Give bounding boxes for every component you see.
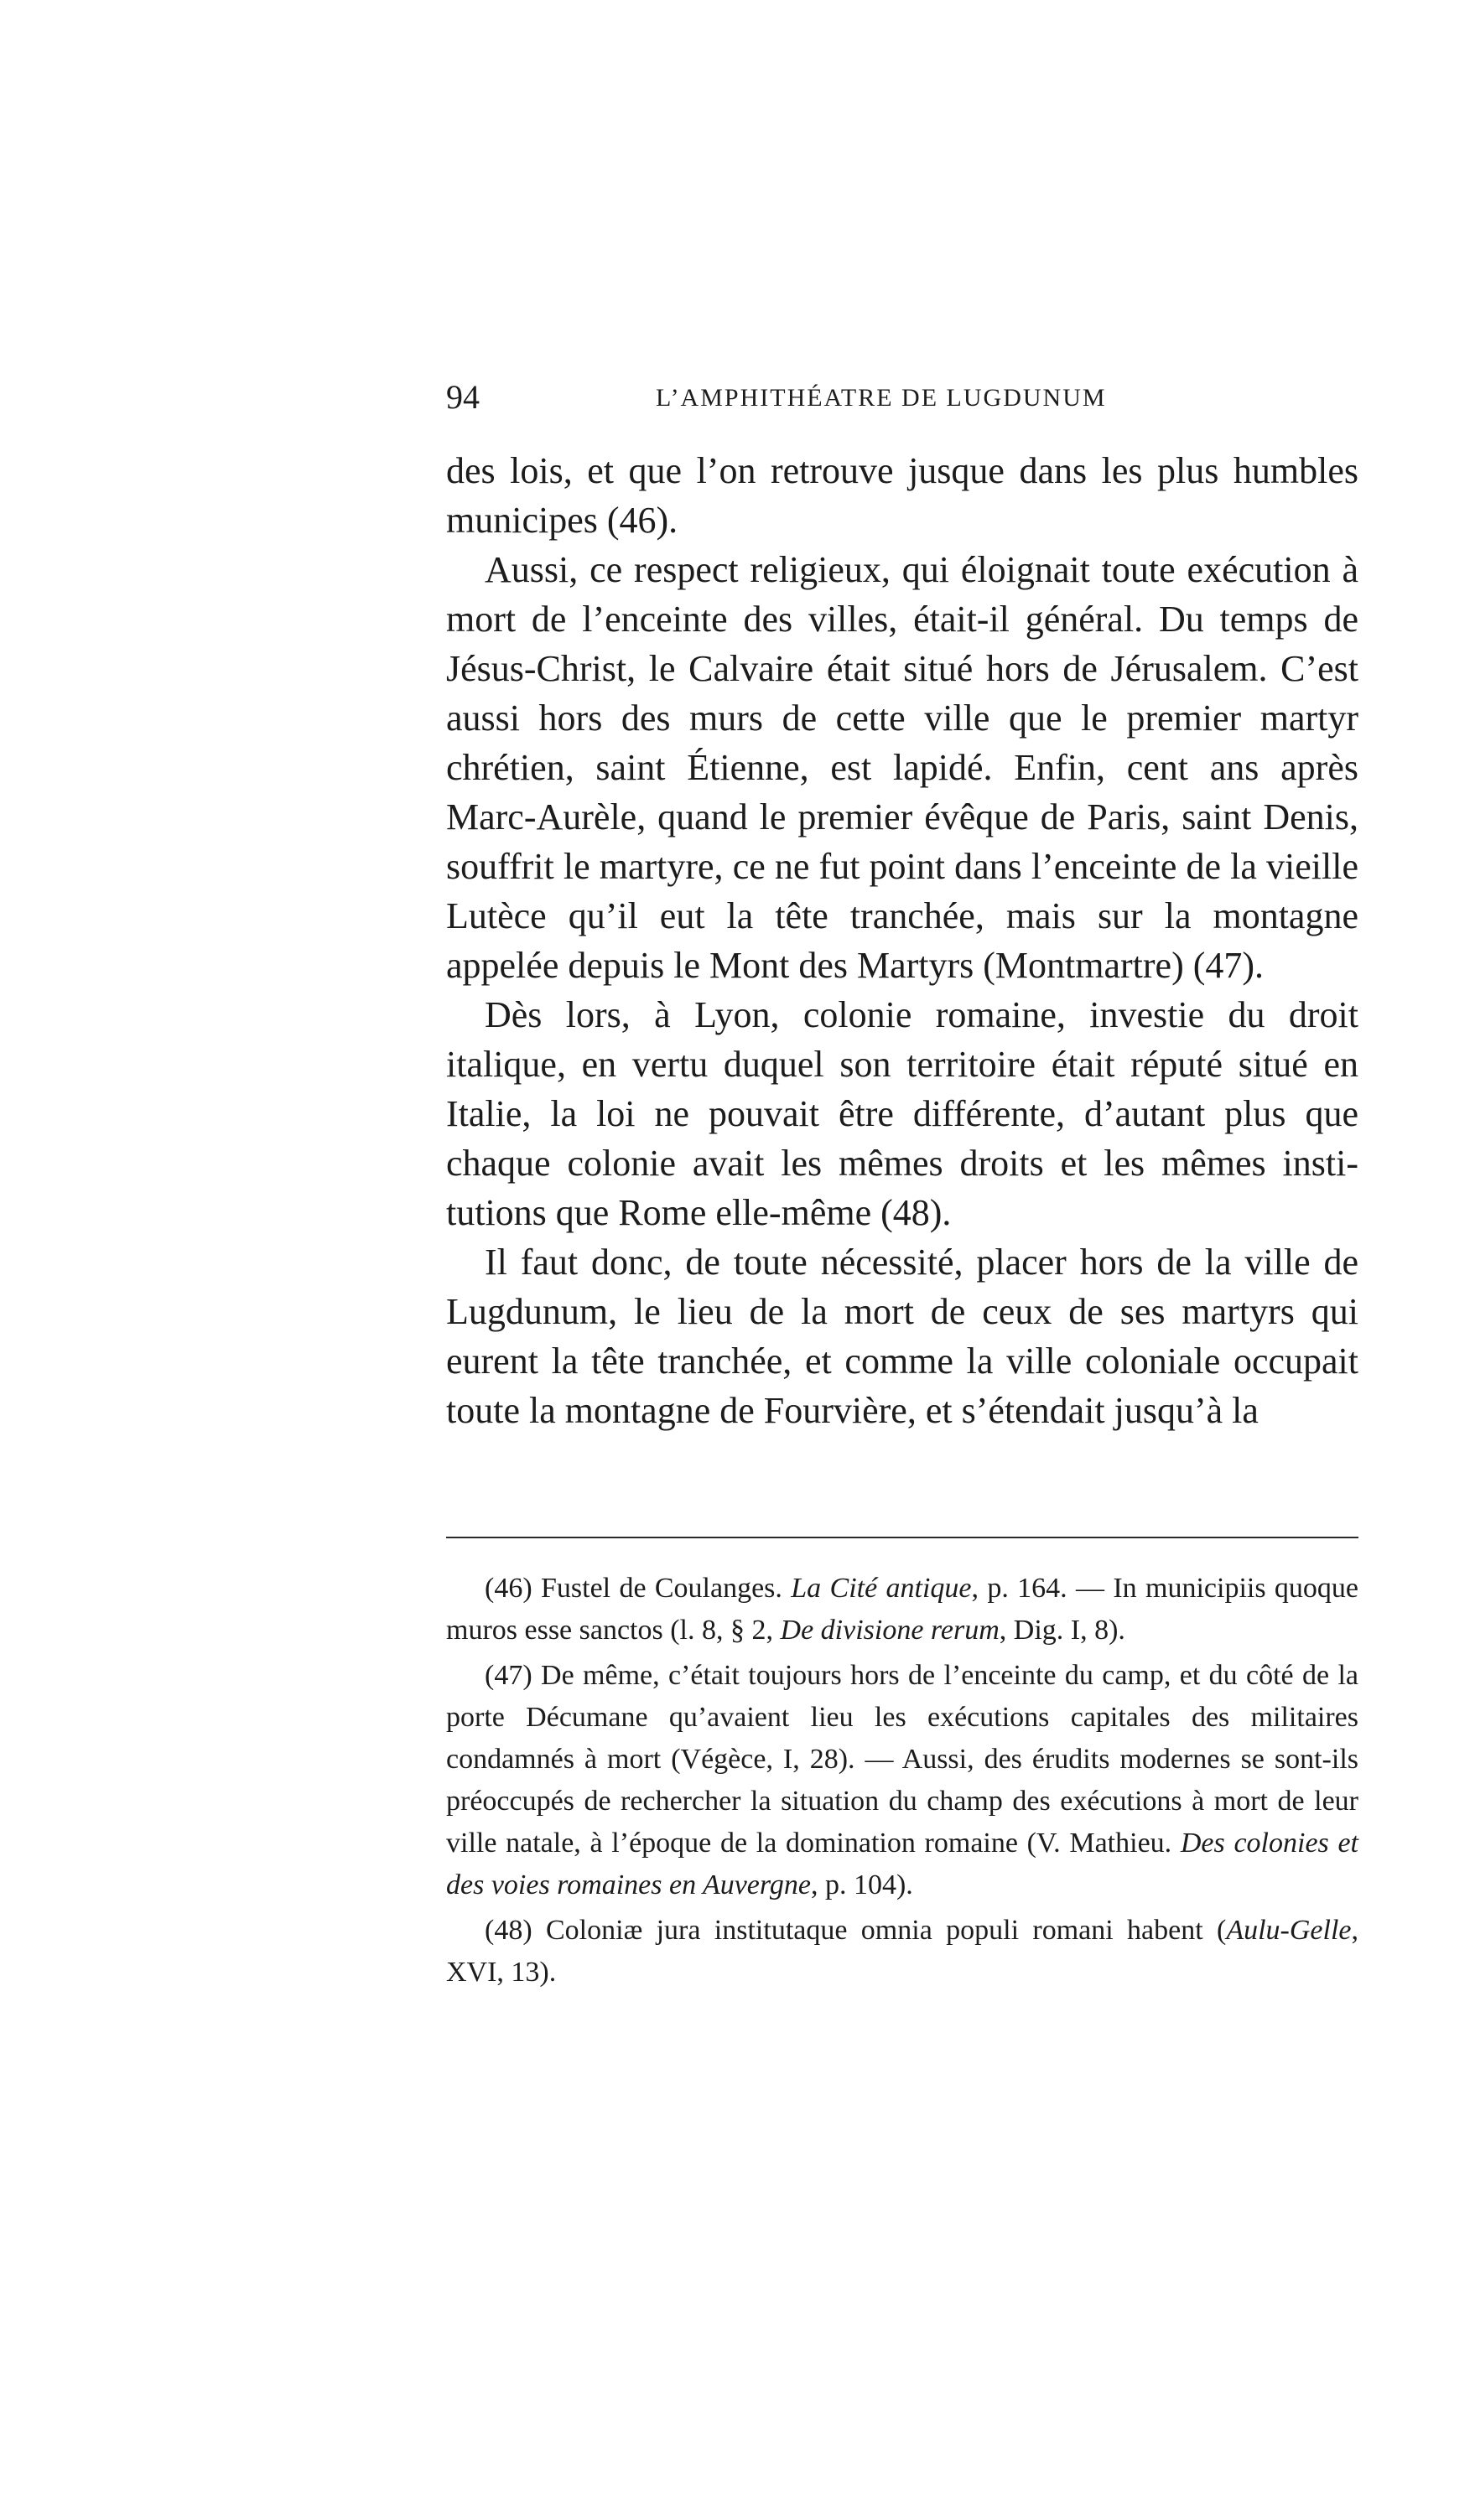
paragraph: Il faut donc, de toute nécessité, placer hors de la ville de Lugdunum, le lieu de la mort de ceux de ses martyrs qui eurent la tête tranchée, et comme la ville coloniale occupait toute la montagne de Fourvière, et s’étendait jusqu’à la (446, 1242, 1358, 1431)
footnote-text: (48) Coloniæ jura institutaque omnia populi romani habent ( (485, 1915, 1227, 1946)
footnote-text: , XVI, 13). (446, 1915, 1358, 1988)
footnotes (446, 1568, 1358, 1997)
footnote-citation: De divisione rerum (780, 1615, 1000, 1646)
running-title: L’AMPHITHÉATRE DE LUGDUNUM (656, 384, 1107, 412)
footnote-46 (446, 1568, 1358, 1651)
paragraph: Dès lors, à Lyon, colonie romaine, investie du droit italique, en vertu duquel son territoire était réputé situé en Italie, la loi ne pouvait être différente, d’autant plus que chaque colonie avait les mêmes droits et les mêmes institutions que Rome elle-même (48). (446, 994, 1358, 1233)
footnote-separator (446, 1537, 1358, 1538)
footnote-citation: Aulu-Gelle (1226, 1915, 1352, 1946)
footnote-citation: La Cité antique (791, 1573, 972, 1604)
footnote-48 (446, 1910, 1358, 1994)
footnote-citation: Des colonies et des voies romaines en Auvergne (446, 1828, 1358, 1900)
footnote-text: , Dig. I, 8). (999, 1615, 1125, 1646)
footnote-47 (446, 1655, 1358, 1906)
paragraph: Aussi, ce respect religieux, qui éloignait toute exécution à mort de l’enceinte des villes, était-il général. Du temps de Jésus-Christ, le Calvaire était situé hors de Jérusalem. C’est aussi hors des murs de cette ville que le premier martyr chrétien, saint Étienne, est lapidé. Enfin, cent ans après Marc-Aurèle, quand le premier évêque de Paris, saint Denis, souffrit le martyre, ce ne fut point dans l’enceinte de la vieille Lutèce qu’il eut la tête tranchée, mais sur la montagne appelée depuis le Mont des Martyrs (Montmartre) (47). (446, 549, 1358, 986)
page-number: 94 (446, 378, 480, 416)
footnote-text: (47) De même, c’était toujours hors de l’enceinte du camp, et du côté de la porte Décumane qu’avaient lieu les exécutions capitales des militaires condamnés à mort (Végèce, I, 28). — Aussi, des érudits modernes se sont-ils préoccupés de rechercher la situation du champ des exécutions à mort de leur ville natale, à l’époque de la domination romaine (V. Mathieu. (446, 1660, 1358, 1859)
paragraph-continuation: des lois, et que l’on retrouve jusque dans les plus humbles municipes (46). (446, 450, 1358, 541)
main-text (446, 446, 1358, 1435)
footnote-text: , p. 164. — In municipiis quoque muros esse sanctos (l. 8, § 2, (446, 1573, 1358, 1646)
running-head (446, 374, 1358, 424)
footnote-text: , p. 104). (810, 1869, 913, 1900)
footnote-text: (46) Fustel de Coulanges. (485, 1573, 792, 1604)
